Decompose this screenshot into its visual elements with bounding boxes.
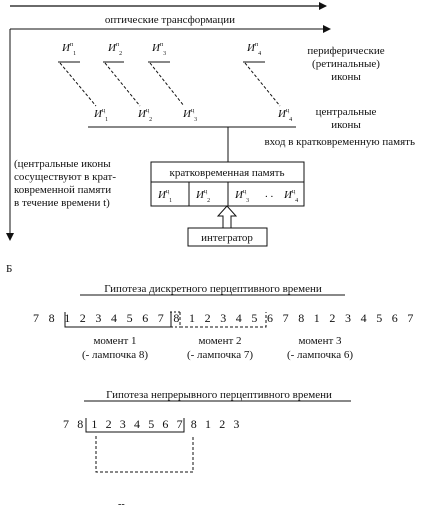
transformation-lines	[60, 63, 280, 106]
note-text	[14, 158, 116, 209]
svg-text:Иц1: $И^ц_1$	[158, 189, 173, 204]
integrator-arrow	[218, 206, 236, 228]
continuous-sequence-digit: 3	[119, 417, 126, 431]
stm-title: кратковременная память	[169, 167, 285, 179]
continuous-sequence-digit: 1	[205, 417, 211, 431]
moment-3: момент 3	[298, 335, 342, 347]
central-label-2: иконы	[331, 119, 361, 131]
peripheral-icon-1: $И^п_1$	[62, 42, 77, 57]
continuous-title: Гипотеза непрерывного перцептивного времени	[106, 389, 332, 401]
lamp-3: (- лампочка 6)	[286, 349, 354, 361]
stm-dots: . .	[265, 188, 274, 200]
discrete-sequence-digit: 3	[345, 311, 351, 325]
discrete-sequence-digit: 7	[282, 311, 289, 325]
discrete-title: Гипотеза дискретного перцептивного времени	[104, 283, 322, 295]
discrete-sequence	[33, 311, 413, 325]
peripheral-label-1: периферические	[307, 45, 385, 57]
note-line-4: в течение времени t)	[14, 197, 110, 209]
continuous-sequence	[63, 417, 239, 431]
continuous-sequence-digit: 5	[148, 417, 155, 431]
continuous-sequence-digit: 7	[176, 417, 183, 431]
continuous-sequence-digit: 2	[219, 417, 226, 431]
discrete-sequence-digit: 6	[267, 311, 273, 325]
peripheral-icon-4: $И^п_4$	[247, 42, 262, 57]
discrete-sequence-digit: 6	[391, 311, 398, 325]
svg-text:Иц4: $И^ц_4$	[284, 189, 299, 204]
discrete-sequence-digit: 7	[407, 311, 414, 325]
peripheral-icons	[61, 42, 261, 57]
discrete-sequence-digit: 7	[157, 311, 164, 325]
continuous-sequence-digit: 2	[105, 417, 112, 431]
discrete-sequence-digit: 4	[235, 311, 242, 325]
svg-text:Иц2: $И^ц_2$	[196, 189, 211, 204]
discrete-sequence-digit: 2	[329, 311, 336, 325]
peripheral-icon-3: $И^п_3$	[152, 42, 167, 57]
discrete-sequence-digit: 4	[360, 311, 367, 325]
discrete-sequence-digit: 6	[142, 311, 149, 325]
continuous-sequence-digit: 4	[134, 417, 140, 431]
peripheral-label-3: иконы	[331, 71, 361, 83]
discrete-sequence-digit: 8	[298, 311, 305, 325]
continuous-sequence-digit: 1	[91, 417, 98, 431]
central-icon-2: $И^ц_2$	[138, 108, 153, 123]
central-icon-3: $И^ц_3$	[183, 108, 198, 123]
discrete-sequence-digit: 2	[204, 311, 211, 325]
discrete-sequence-digit: 1	[64, 311, 71, 325]
discrete-sequence-digit: 7	[33, 311, 39, 325]
lamp-2: (- лампочка 7)	[186, 349, 254, 361]
discrete-sequence-digit: 1	[313, 311, 320, 325]
part-a	[10, 6, 415, 246]
peripheral-icon-2: $И^п_2$	[108, 42, 123, 57]
central-icon-1: $И^ц_1$	[94, 108, 109, 123]
right-labels	[264, 45, 415, 148]
part-b	[6, 263, 413, 510]
discrete-sequence-digit: 1	[189, 311, 195, 325]
continuous-sequence-digit: 8	[77, 417, 84, 431]
discrete-sequence-digit: 8	[173, 311, 180, 325]
svg-text:Иц3: $И^ц_3$	[235, 189, 250, 204]
lamp-1: (- лампочка 8)	[81, 349, 149, 361]
continuous-sequence-digit: 6	[162, 417, 169, 431]
moments	[82, 335, 353, 361]
bottom-mark: --	[118, 499, 125, 510]
note-line-2: сосуществуют в крат-	[14, 171, 117, 183]
discrete-sequence-digit: 5	[251, 311, 258, 325]
central-icon-4: $И^ц_4$	[278, 108, 293, 123]
discrete-sequence-digit: 5	[376, 311, 383, 325]
integrator-label: интегратор	[201, 232, 253, 244]
continuous-sequence-digit: 8	[190, 417, 197, 431]
continuous-sequence-digit: 3	[233, 417, 240, 431]
note-line-1: (центральные иконы	[14, 158, 111, 170]
discrete-sequence-digit: 5	[126, 311, 133, 325]
discrete-sequence-digit: 2	[79, 311, 86, 325]
discrete-sequence-digit: 8	[48, 311, 55, 325]
continuous-sequence-digit: 7	[63, 417, 69, 431]
moment-2: момент 2	[198, 335, 242, 347]
central-icons	[93, 108, 292, 123]
note-line-3: ковременной памяти	[14, 184, 112, 196]
part-b-label: Б	[6, 263, 13, 275]
discrete-sequence-digit: 3	[95, 311, 102, 325]
moment-1: момент 1	[93, 335, 137, 347]
discrete-sequence-digit: 4	[111, 311, 117, 325]
top-label: оптические трансформации	[104, 14, 236, 26]
discrete-sequence-digit: 3	[220, 311, 227, 325]
peripheral-label-2: (ретинальные)	[312, 58, 380, 70]
entry-label: вход в кратковременную память	[264, 136, 415, 148]
central-label-1: центральные	[315, 106, 377, 118]
